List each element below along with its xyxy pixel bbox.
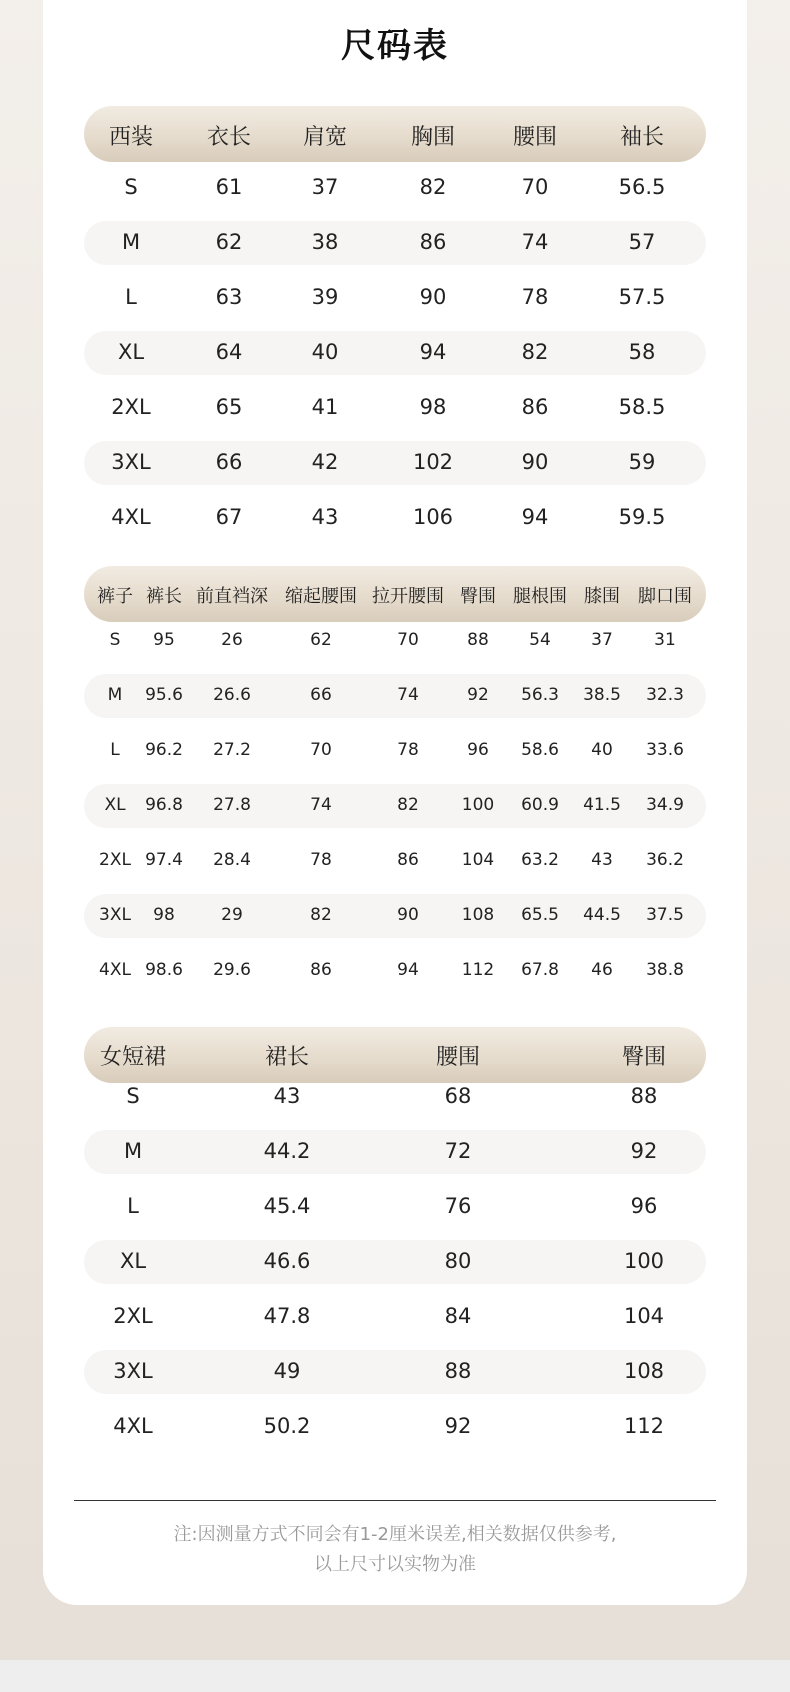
table-cell: 86 bbox=[521, 395, 549, 419]
table-cell: 94 bbox=[521, 505, 549, 529]
table-cell: 65 bbox=[215, 395, 243, 419]
table-cell: 46 bbox=[591, 960, 613, 980]
size-label: L bbox=[110, 740, 120, 760]
table-cell: 74 bbox=[310, 795, 332, 815]
table-cell: 37 bbox=[591, 630, 613, 650]
table-cell: 97.4 bbox=[145, 850, 183, 870]
table-cell: 82 bbox=[310, 905, 332, 925]
table-cell: 31 bbox=[654, 630, 676, 650]
table-cell: 90 bbox=[521, 450, 549, 474]
table-cell: 96.2 bbox=[145, 740, 183, 760]
table-cell: 92 bbox=[444, 1414, 472, 1438]
table-cell: 70 bbox=[310, 740, 332, 760]
row-stripe bbox=[84, 1350, 706, 1394]
table-cell: 65.5 bbox=[521, 905, 559, 925]
table-cell: 88 bbox=[630, 1084, 658, 1108]
page-title: 尺码表 bbox=[341, 26, 449, 66]
table-cell: 78 bbox=[397, 740, 419, 760]
suit-header-bar bbox=[84, 106, 706, 162]
table-cell: 67 bbox=[215, 505, 243, 529]
column-header: 裤长 bbox=[146, 586, 182, 607]
column-header: 腰围 bbox=[512, 125, 558, 150]
table-cell: 43 bbox=[591, 850, 613, 870]
column-header: 衣长 bbox=[206, 125, 252, 150]
column-header: 袖长 bbox=[619, 125, 665, 150]
table-cell: 88 bbox=[467, 630, 489, 650]
table-cell: 57 bbox=[628, 230, 656, 254]
table-cell: 92 bbox=[630, 1139, 658, 1163]
table-cell: 26 bbox=[221, 630, 243, 650]
table-cell: 56.3 bbox=[521, 685, 559, 705]
column-header: 女短裙 bbox=[99, 1045, 167, 1070]
table-cell: 54 bbox=[529, 630, 551, 650]
table-cell: 58.5 bbox=[618, 395, 666, 419]
column-header: 裤子 bbox=[97, 586, 133, 607]
table-cell: 62 bbox=[310, 630, 332, 650]
table-cell: 74 bbox=[397, 685, 419, 705]
size-label: XL bbox=[117, 340, 145, 364]
table-cell: 94 bbox=[419, 340, 447, 364]
column-header: 腰围 bbox=[435, 1045, 481, 1070]
table-cell: 98.6 bbox=[145, 960, 183, 980]
table-cell: 60.9 bbox=[521, 795, 559, 815]
table-cell: 41.5 bbox=[583, 795, 621, 815]
table-cell: 108 bbox=[461, 905, 495, 925]
column-header: 胸围 bbox=[410, 125, 456, 150]
table-cell: 78 bbox=[521, 285, 549, 309]
table-cell: 33.6 bbox=[646, 740, 684, 760]
row-stripe bbox=[84, 1130, 706, 1174]
table-cell: 27.8 bbox=[213, 795, 251, 815]
table-cell: 82 bbox=[521, 340, 549, 364]
table-cell: 49 bbox=[273, 1359, 301, 1383]
note-divider bbox=[74, 1500, 716, 1501]
size-label: L bbox=[127, 1194, 139, 1218]
table-cell: 44.2 bbox=[263, 1139, 311, 1163]
table-cell: 43 bbox=[311, 505, 339, 529]
table-cell: 92 bbox=[467, 685, 489, 705]
table-cell: 95.6 bbox=[145, 685, 183, 705]
table-cell: 70 bbox=[397, 630, 419, 650]
column-header: 肩宽 bbox=[302, 125, 348, 150]
table-cell: 50.2 bbox=[263, 1414, 311, 1438]
table-cell: 86 bbox=[397, 850, 419, 870]
table-cell: 80 bbox=[444, 1249, 472, 1273]
table-cell: 86 bbox=[310, 960, 332, 980]
row-stripe bbox=[84, 441, 706, 485]
table-cell: 39 bbox=[311, 285, 339, 309]
row-stripe bbox=[84, 331, 706, 375]
table-cell: 38.8 bbox=[646, 960, 684, 980]
row-stripe bbox=[84, 1240, 706, 1284]
table-cell: 102 bbox=[412, 450, 454, 474]
size-label: S bbox=[126, 1084, 140, 1108]
column-header: 臀围 bbox=[460, 586, 496, 607]
table-cell: 112 bbox=[623, 1414, 665, 1438]
note-line-2: 以上尺寸以实物为准 bbox=[314, 1554, 476, 1575]
column-header: 西装 bbox=[108, 125, 154, 150]
table-cell: 98 bbox=[419, 395, 447, 419]
size-label: XL bbox=[119, 1249, 147, 1273]
table-cell: 59.5 bbox=[618, 505, 666, 529]
table-cell: 32.3 bbox=[646, 685, 684, 705]
table-cell: 94 bbox=[397, 960, 419, 980]
size-label: S bbox=[124, 175, 138, 199]
table-cell: 76 bbox=[444, 1194, 472, 1218]
table-cell: 40 bbox=[591, 740, 613, 760]
table-cell: 37 bbox=[311, 175, 339, 199]
table-cell: 59 bbox=[628, 450, 656, 474]
table-cell: 63.2 bbox=[521, 850, 559, 870]
size-label: 2XL bbox=[99, 850, 131, 870]
size-label: M bbox=[123, 1139, 143, 1163]
table-cell: 72 bbox=[444, 1139, 472, 1163]
table-cell: 29 bbox=[221, 905, 243, 925]
note-line-1: 注:因测量方式不同会有1-2厘米误差,相关数据仅供参考, bbox=[173, 1524, 617, 1545]
table-cell: 56.5 bbox=[618, 175, 666, 199]
table-cell: 104 bbox=[623, 1304, 665, 1328]
column-header: 缩起腰围 bbox=[285, 586, 357, 607]
footer-strip bbox=[0, 1660, 790, 1692]
table-cell: 90 bbox=[419, 285, 447, 309]
column-header: 脚口围 bbox=[638, 586, 692, 607]
table-cell: 70 bbox=[521, 175, 549, 199]
table-cell: 38.5 bbox=[583, 685, 621, 705]
table-cell: 63 bbox=[215, 285, 243, 309]
table-cell: 106 bbox=[412, 505, 454, 529]
table-cell: 58.6 bbox=[521, 740, 559, 760]
table-cell: 29.6 bbox=[213, 960, 251, 980]
row-stripe bbox=[84, 221, 706, 265]
table-cell: 34.9 bbox=[646, 795, 684, 815]
table-cell: 58 bbox=[628, 340, 656, 364]
skirt-header-bar bbox=[84, 1027, 706, 1083]
size-label: 3XL bbox=[113, 1359, 153, 1383]
size-label: 4XL bbox=[113, 1414, 153, 1438]
column-header: 裙长 bbox=[264, 1045, 310, 1070]
table-cell: 82 bbox=[419, 175, 447, 199]
table-cell: 42 bbox=[311, 450, 339, 474]
table-cell: 68 bbox=[444, 1084, 472, 1108]
column-header: 拉开腰围 bbox=[372, 586, 444, 607]
table-cell: 64 bbox=[215, 340, 243, 364]
table-cell: 37.5 bbox=[646, 905, 684, 925]
table-cell: 45.4 bbox=[263, 1194, 311, 1218]
size-label: 2XL bbox=[113, 1304, 153, 1328]
size-label: 2XL bbox=[111, 395, 151, 419]
column-header: 腿根围 bbox=[513, 586, 567, 607]
size-label: M bbox=[107, 685, 123, 705]
size-label: L bbox=[125, 285, 137, 309]
table-cell: 96 bbox=[467, 740, 489, 760]
table-cell: 84 bbox=[444, 1304, 472, 1328]
column-header: 膝围 bbox=[584, 586, 620, 607]
table-cell: 95 bbox=[153, 630, 175, 650]
table-cell: 36.2 bbox=[646, 850, 684, 870]
table-cell: 96 bbox=[630, 1194, 658, 1218]
table-cell: 86 bbox=[419, 230, 447, 254]
size-label: 3XL bbox=[111, 450, 151, 474]
size-label: 4XL bbox=[99, 960, 131, 980]
table-cell: 38 bbox=[311, 230, 339, 254]
table-cell: 67.8 bbox=[521, 960, 559, 980]
table-cell: 100 bbox=[461, 795, 495, 815]
table-cell: 61 bbox=[215, 175, 243, 199]
size-label: XL bbox=[104, 795, 126, 815]
table-cell: 74 bbox=[521, 230, 549, 254]
table-cell: 28.4 bbox=[213, 850, 251, 870]
size-label: M bbox=[121, 230, 141, 254]
table-cell: 66 bbox=[310, 685, 332, 705]
table-cell: 26.6 bbox=[213, 685, 251, 705]
table-cell: 96.8 bbox=[145, 795, 183, 815]
table-cell: 78 bbox=[310, 850, 332, 870]
size-label: S bbox=[109, 630, 121, 650]
table-cell: 90 bbox=[397, 905, 419, 925]
table-cell: 98 bbox=[153, 905, 175, 925]
column-header: 前直裆深 bbox=[196, 586, 268, 607]
table-cell: 41 bbox=[311, 395, 339, 419]
table-cell: 46.6 bbox=[263, 1249, 311, 1273]
table-cell: 62 bbox=[215, 230, 243, 254]
table-cell: 27.2 bbox=[213, 740, 251, 760]
table-cell: 112 bbox=[461, 960, 495, 980]
table-cell: 82 bbox=[397, 795, 419, 815]
table-cell: 40 bbox=[311, 340, 339, 364]
table-cell: 104 bbox=[461, 850, 495, 870]
table-cell: 88 bbox=[444, 1359, 472, 1383]
table-cell: 100 bbox=[623, 1249, 665, 1273]
column-header: 臀围 bbox=[621, 1045, 667, 1070]
table-cell: 43 bbox=[273, 1084, 301, 1108]
size-label: 4XL bbox=[111, 505, 151, 529]
table-cell: 57.5 bbox=[618, 285, 666, 309]
size-label: 3XL bbox=[99, 905, 131, 925]
table-cell: 47.8 bbox=[263, 1304, 311, 1328]
table-cell: 108 bbox=[623, 1359, 665, 1383]
table-cell: 44.5 bbox=[583, 905, 621, 925]
table-cell: 66 bbox=[215, 450, 243, 474]
